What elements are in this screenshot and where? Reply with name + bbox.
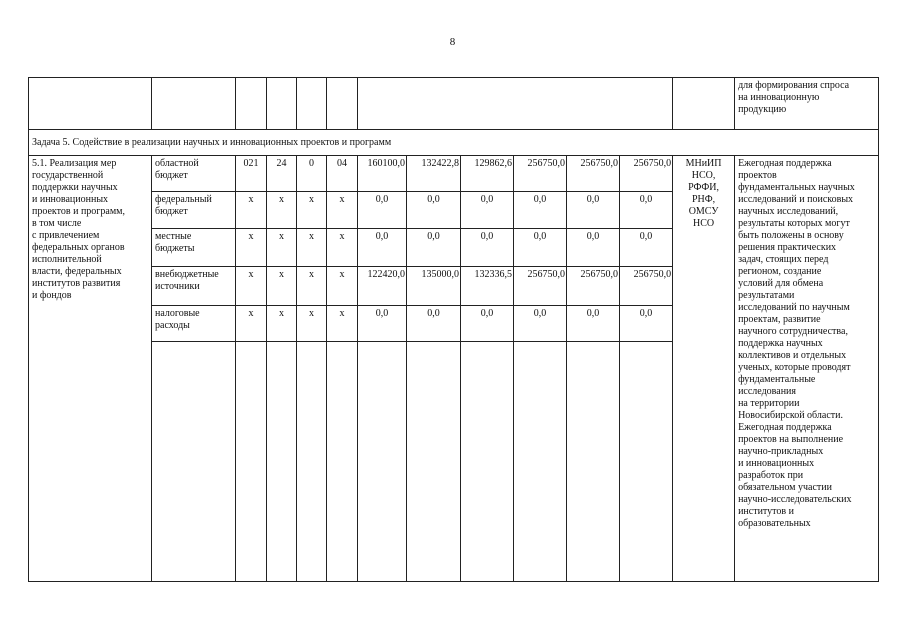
value-year-4: 0,0 (514, 306, 567, 342)
cell-empty (267, 78, 297, 130)
code-grbs: 021 (236, 156, 267, 192)
code-grbs: x (236, 229, 267, 267)
measure-name: 5.1. Реализация мер государственной поддержки научных и инновационных проектов и программ, в том числе с привлечением федеральных органов исполнительной власти, федеральных институтов развития и фондов (29, 156, 152, 582)
funding-source: федеральный бюджет (152, 192, 236, 229)
code-grbs: x (236, 267, 267, 306)
table-row (29, 156, 879, 192)
cell-empty (567, 342, 620, 582)
task-header: Задача 5. Содействие в реализации научных и инновационных проектов и программ (29, 130, 879, 156)
value-year-6: 0,0 (620, 229, 673, 267)
code-event: x (327, 192, 358, 229)
value-year-3: 0,0 (461, 229, 514, 267)
code-program: x (267, 267, 297, 306)
code-event: x (327, 229, 358, 267)
code-subprogram: x (297, 229, 327, 267)
cell-empty (267, 342, 297, 582)
value-year-6: 256750,0 (620, 156, 673, 192)
code-event: 04 (327, 156, 358, 192)
continuation-result: для формирования спроса на инновационную продукцию (735, 78, 879, 130)
cell-empty (461, 342, 514, 582)
value-year-2: 135000,0 (407, 267, 461, 306)
code-grbs: x (236, 192, 267, 229)
value-year-6: 0,0 (620, 306, 673, 342)
cell-empty (297, 78, 327, 130)
cell-empty (152, 342, 236, 582)
cell-empty (358, 342, 407, 582)
expected-result: Ежегодная поддержка проектов фундаментальных научных исследований и поисковых научных исследований, результаты которых могут быть положены в основу решения практических задач, стоящих перед регионом, создание условий для обмена результатами исследований по научным проектам, развитие научного сотрудничества, поддержка научных коллективов и отдельных ученых, которые проводят фундаментальные исследования на территории Новосибирской области. Ежегодная поддержка проектов на выполнение научно-прикладных и инновационных разработок при обязательном участии научно-исследовательских институтов и образовательных (735, 156, 879, 582)
value-year-3: 129862,6 (461, 156, 514, 192)
page-number: 8 (449, 36, 456, 48)
funding-source: налоговые расходы (152, 306, 236, 342)
cell-empty (673, 78, 735, 130)
code-program: x (267, 229, 297, 267)
funding-source: внебюджетные источники (152, 267, 236, 306)
task-header-row (29, 130, 879, 156)
executor: МНиИП НСО, РФФИ, РНФ, ОМСУ НСО (673, 156, 735, 582)
value-year-5: 0,0 (567, 306, 620, 342)
value-year-4: 0,0 (514, 192, 567, 229)
value-year-1: 122420,0 (358, 267, 407, 306)
value-year-3: 0,0 (461, 306, 514, 342)
cell-empty (297, 342, 327, 582)
code-event: x (327, 267, 358, 306)
cell-empty (29, 78, 152, 130)
cell-empty (358, 78, 673, 130)
value-year-6: 0,0 (620, 192, 673, 229)
value-year-5: 256750,0 (567, 267, 620, 306)
code-event: x (327, 306, 358, 342)
cell-empty (620, 342, 673, 582)
code-program: 24 (267, 156, 297, 192)
funding-source: местные бюджеты (152, 229, 236, 267)
value-year-5: 0,0 (567, 192, 620, 229)
value-year-2: 0,0 (407, 192, 461, 229)
value-year-4: 256750,0 (514, 267, 567, 306)
code-subprogram: x (297, 267, 327, 306)
cell-empty (236, 78, 267, 130)
value-year-2: 0,0 (407, 229, 461, 267)
code-grbs: x (236, 306, 267, 342)
cell-empty (514, 342, 567, 582)
code-program: x (267, 192, 297, 229)
cell-empty (407, 342, 461, 582)
cell-empty (327, 78, 358, 130)
funding-source: областной бюджет (152, 156, 236, 192)
value-year-3: 0,0 (461, 192, 514, 229)
program-measures-table (28, 77, 879, 582)
code-subprogram: x (297, 192, 327, 229)
cell-empty (152, 78, 236, 130)
value-year-2: 0,0 (407, 306, 461, 342)
value-year-1: 0,0 (358, 229, 407, 267)
value-year-4: 256750,0 (514, 156, 567, 192)
cell-empty (327, 342, 358, 582)
code-program: x (267, 306, 297, 342)
continuation-row (29, 78, 879, 130)
value-year-6: 256750,0 (620, 267, 673, 306)
value-year-1: 0,0 (358, 306, 407, 342)
value-year-2: 132422,8 (407, 156, 461, 192)
value-year-1: 0,0 (358, 192, 407, 229)
cell-empty (236, 342, 267, 582)
value-year-1: 160100,0 (358, 156, 407, 192)
value-year-3: 132336,5 (461, 267, 514, 306)
code-subprogram: 0 (297, 156, 327, 192)
value-year-4: 0,0 (514, 229, 567, 267)
value-year-5: 0,0 (567, 229, 620, 267)
code-subprogram: x (297, 306, 327, 342)
value-year-5: 256750,0 (567, 156, 620, 192)
